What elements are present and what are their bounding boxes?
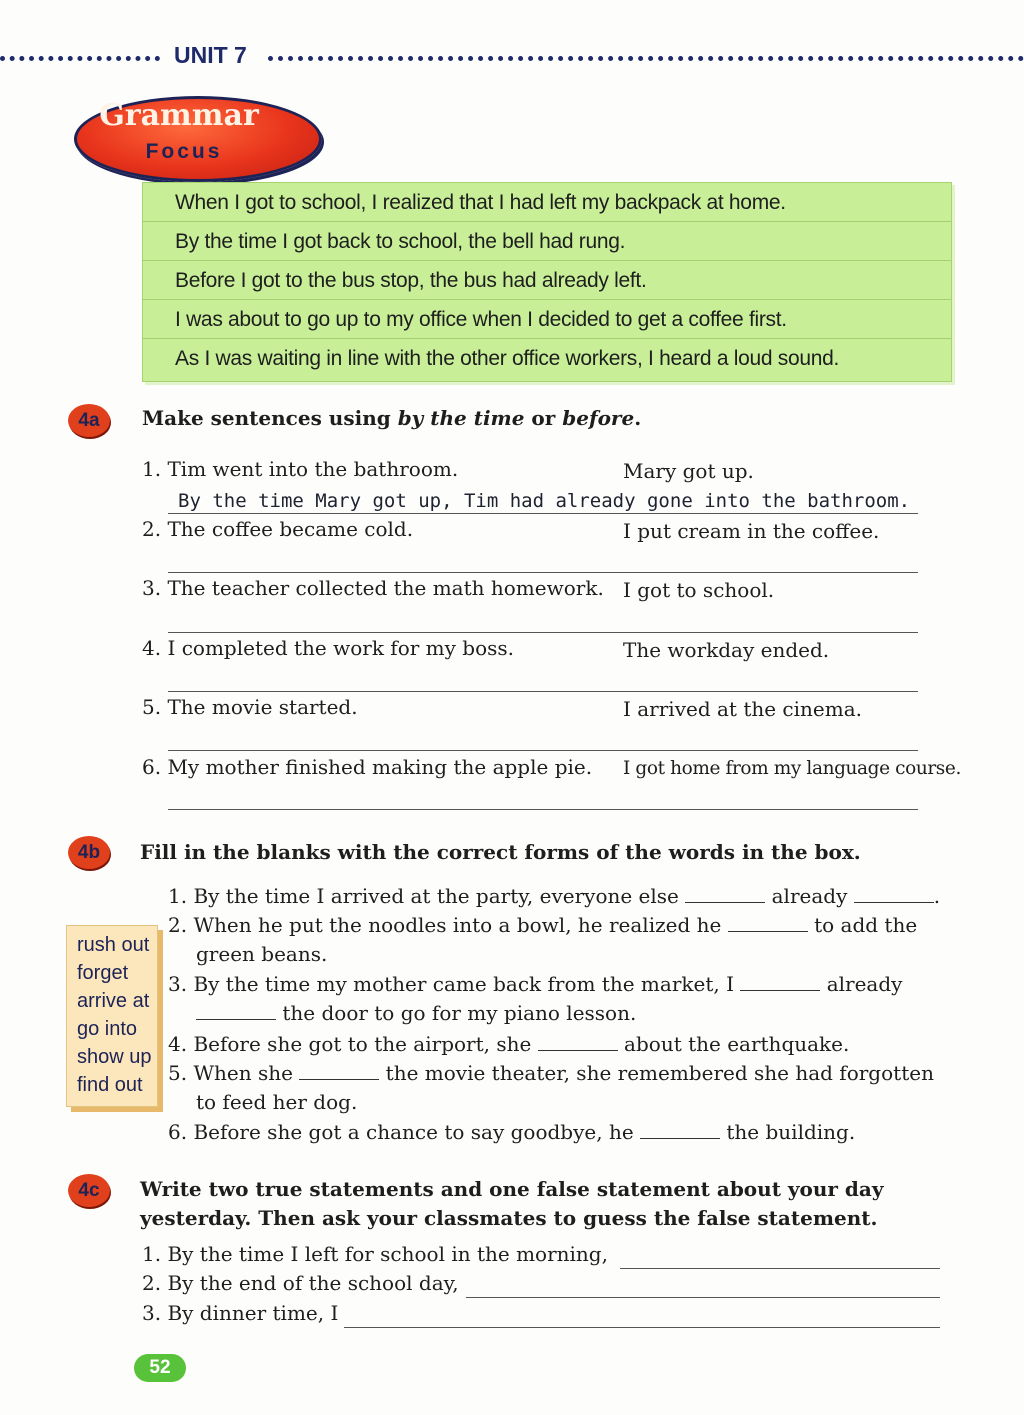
ex4b-item-3-cont: the door to go for my piano lesson. [196,1001,636,1025]
instruction-4c-line1: Write two true statements and one false statement about your day [140,1177,884,1201]
ex4a-item-6: 6. My mother finished making the apple pie. [142,755,593,779]
ex4b-item-2-cont: green beans. [196,942,328,966]
header-dots-right [268,56,1024,61]
ex4a-item-2: 2. The coffee became cold. [142,517,414,541]
ex4a-item-1: 1. Tim went into the bathroom. [142,457,459,481]
grammar-row: By the time I got back to school, the bell had rung. [143,222,951,261]
ex4a-item-4: 4. I completed the work for my boss. [142,636,515,660]
instruction-4c-line2: yesterday. Then ask your classmates to guess the false statement. [140,1206,878,1230]
answer-line[interactable] [344,1327,940,1328]
answer-line[interactable] [168,750,918,751]
ex4b-item-6: 6. Before she got a chance to say goodbye, he the building. [168,1120,856,1144]
answer-line[interactable] [168,632,918,633]
answer-line[interactable] [620,1268,940,1269]
ex4b-item-1: 1. By the time I arrived at the party, everyone else already . [168,884,941,908]
ex4a-item-6-right: I got home from my language course. [623,758,961,779]
badge-title: Grammar [99,98,259,133]
marker-4b: 4b [68,836,110,869]
word-box [66,925,158,1107]
marker-4c: 4c [68,1174,110,1207]
word-box-item: rush out [77,934,150,956]
ex4a-item-2-right: I put cream in the coffee. [623,519,880,543]
ex4b-item-5: 5. When she the movie theater, she remembered she had forgotten [168,1061,934,1085]
instruction-4b: Fill in the blanks with the correct forms of the words in the box. [140,840,861,864]
ex4c-item-3: 3. By dinner time, I [142,1301,339,1325]
blank-field[interactable] [196,1003,276,1020]
ex4b-item-3: 3. By the time my mother came back from the market, I already [168,972,903,996]
blank-field[interactable] [299,1063,379,1080]
grammar-box [142,182,952,382]
grammar-row: As I was waiting in line with the other office workers, I heard a loud sound. [175,347,840,370]
ex4b-item-4: 4. Before she got to the airport, she about the earthquake. [168,1032,850,1056]
unit-label: UNIT 7 [174,42,247,68]
word-box-item: show up [77,1046,152,1068]
marker-4a: 4a [68,404,110,437]
ex4a-item-5: 5. The movie started. [142,695,358,719]
page-number: 52 [134,1354,186,1382]
ex4a-item-3-right: I got to school. [623,578,775,602]
blank-field[interactable] [640,1122,720,1139]
blank-field[interactable] [854,886,934,903]
answer-line[interactable] [168,513,918,514]
ex4a-item-4-right: The workday ended. [623,638,830,662]
blank-field[interactable] [740,974,820,991]
word-box-item: forget [77,962,129,984]
instruction-4a: Make sentences using by the time or before. [142,406,642,430]
blank-field[interactable] [685,886,765,903]
ex4c-item-1: 1. By the time I left for school in the morning, [142,1242,608,1266]
ex4a-item-5-right: I arrived at the cinema. [623,697,862,721]
ex4b-item-2: 2. When he put the noodles into a bowl, he realized he to add the [168,913,918,937]
word-box-item: arrive at [77,990,150,1012]
blank-field[interactable] [538,1034,618,1051]
blank-field[interactable] [728,915,808,932]
grammar-row: Before I got to the bus stop, the bus had already left. [143,261,951,300]
badge-subtitle: Focus [145,140,223,163]
word-box-item: find out [77,1074,143,1096]
answer-line[interactable] [466,1297,940,1298]
grammar-row: When I got to school, I realized that I had left my backpack at home. [143,183,951,222]
header-dots-left [0,56,160,61]
ex4a-item-1-right: Mary got up. [623,459,754,483]
answer-line[interactable] [168,691,918,692]
word-box-item: go into [77,1018,138,1040]
ex4a-item-3: 3. The teacher collected the math homework. [142,576,604,600]
grammar-row: I was about to go up to my office when I decided to get a coffee first. [143,300,951,339]
answer-line[interactable] [168,572,918,573]
ex4a-answer-1: By the time Mary got up, Tim had already gone into the bathroom. [178,490,911,512]
ex4c-item-2: 2. By the end of the school day, [142,1271,459,1295]
answer-line[interactable] [168,809,918,810]
ex4b-item-5-cont: to feed her dog. [196,1090,358,1114]
